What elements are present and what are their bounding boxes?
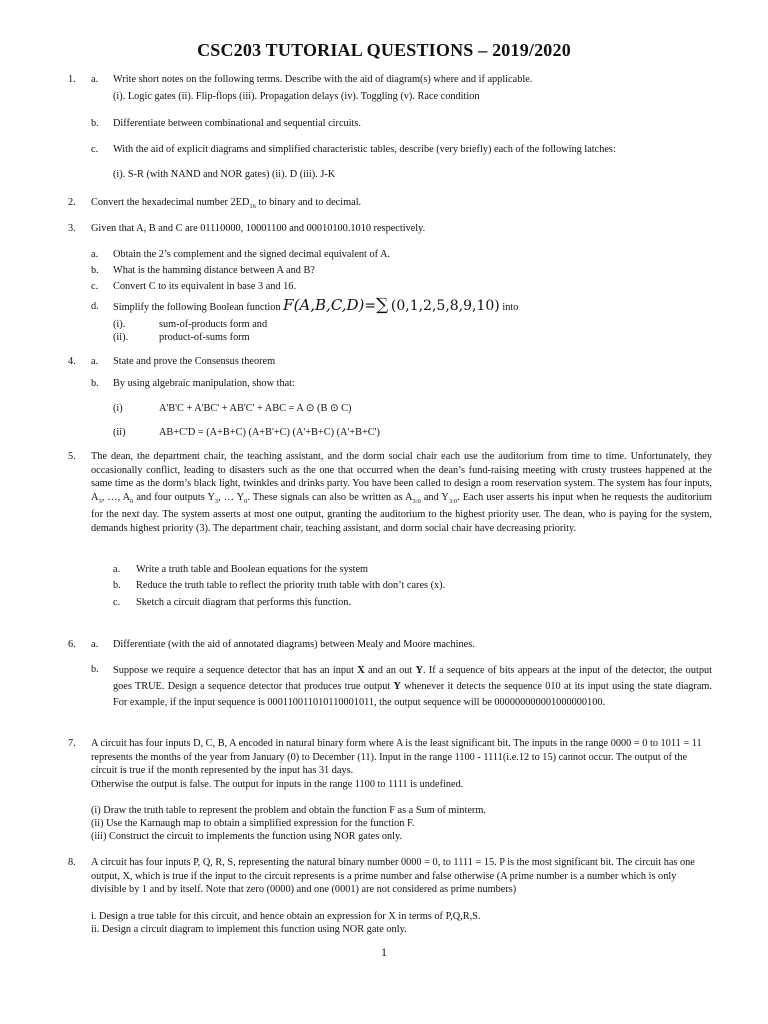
q3d-i-text: sum-of-products form and: [159, 319, 268, 330]
q3d-text: [113, 295, 713, 318]
q3d-equals: =: [364, 298, 377, 314]
q6b-part-3: . If a sequence of bits appears at the input of the detector, the output goes TRUE. Design a sequence detector that produces true output: [113, 665, 712, 692]
q8-item-ii: ii. Design a circuit diagram to implement this function using NOR gate only.: [91, 924, 407, 935]
q5-para-2: , …, A: [101, 491, 131, 503]
q5-para-1: The dean, the department chair, the teaching assistant, and the dorm social chair each use the auditorium from time to time. Unfortunately, they occasionally conflict, leading to disasters such as the one that occurred when the dean’s fund-raising meeting with crusty trustees happened at the same time as the dorm’s black light, twinkles and drinks party. You have been called to design a room reservation system. The system has four inputs, A: [91, 451, 712, 503]
q3d-label: d.: [91, 301, 99, 312]
q5b-text: Reduce the truth table to reflect the priority truth table with don’t cares (x).: [136, 580, 446, 591]
q4b-text: By using algebraic manipulation, show that:: [113, 378, 295, 389]
q7-item-i: (i) Draw the truth table to represent the problem and obtain the function F as a Sum of minterm.: [91, 805, 486, 816]
q8-item-i: i. Design a true table for this circuit, and hence obtain an expression for X in terms of P,Q,R,S.: [91, 911, 481, 922]
q3-number: 3.: [68, 223, 76, 234]
q4-number: 4.: [68, 356, 76, 367]
q8-paragraph: A circuit has four inputs P, Q, R, S, representing the natural binary number 0000 = 0, to 1111 = 15. P is the most significant bit. The circuit has one output, X, which is true if the input to the circuit represents is a prime number and false otherwise (A prime number is a number which is only divisible by 1 and by itself. Note that zero (0000) and one (0001) are not considered as prime numbers): [91, 857, 695, 895]
q6b-part-4: whenever it detects the sequence 010 at its input using the state diagram. For example, if the input sequence is 000110011010110001011, the output sequence will be 000000000001000000100.: [113, 681, 712, 708]
q3d-i-label: (i).: [113, 319, 126, 330]
q3-text: Given that A, B and C are 01110000, 10001100 and 00010100.1010 respectively.: [91, 223, 426, 234]
q2-text-before: Convert the hexadecimal number 2ED: [91, 197, 250, 208]
q1c-list: (i). S-R (with NAND and NOR gates) (ii). D (iii). J-K: [113, 169, 336, 180]
q1c-text: With the aid of explicit diagrams and simplified characteristic tables, describe (very briefly) each of the following latches:: [113, 144, 616, 155]
q3b-label: b.: [91, 265, 99, 276]
q5-sub-a3: 3: [98, 497, 102, 505]
q5-sub-a30: 3:0: [412, 497, 421, 505]
q5-sub-y30: 3:0: [448, 497, 458, 505]
q3c-label: c.: [91, 281, 99, 292]
q5-para-6: and Y: [420, 491, 449, 503]
q3d-text-lead: Simplify the following Boolean function: [113, 302, 281, 313]
q6b-text: [113, 663, 712, 711]
q6b-output-y2: Y: [393, 681, 401, 692]
q6b-part-2: and an out: [364, 665, 416, 676]
q5-number: 5.: [68, 451, 76, 462]
q3b-text: What is the hamming distance between A and B?: [113, 265, 315, 276]
q7-paragraph-2: Otherwise the output is false. The output for inputs in the range 1100 to 1111 is undefined.: [91, 779, 464, 790]
q7-item-iii: (iii) Construct the circuit to implements the function using NOR gates only.: [91, 831, 403, 842]
q3c-text: Convert C to its equivalent in base 3 and 16.: [113, 281, 297, 292]
q1a-list: (i). Logic gates (ii). Flip-flops (iii). Propagation delays (iv). Toggling (v). Race condition: [113, 91, 480, 102]
q5-sub-y3: 3: [214, 497, 219, 505]
q8-number: 8.: [68, 857, 76, 868]
q6-number: 6.: [68, 639, 76, 650]
q6b-part-1: Suppose we require a sequence detector that has an input: [113, 665, 358, 676]
q3a-label: a.: [91, 249, 99, 260]
q5-sub-a0: 0: [130, 497, 134, 505]
q6a-label: a.: [91, 639, 99, 650]
q5-para-3: and four outputs Y: [133, 491, 215, 503]
q2-subscript: 16: [249, 203, 256, 211]
q4-i-text: A'B'C + A'BC' + AB'C' + ABC = A ⊙ (B ⊙ C): [159, 403, 352, 414]
q1a-label: a.: [91, 74, 99, 85]
q3d-ii-text: product-of-sums form: [159, 332, 250, 343]
q5a-text: Write a truth table and Boolean equations for the system: [136, 564, 369, 575]
q1a-text: Write short notes on the following terms. Describe with the aid of diagram(s) where and if applicable.: [113, 74, 533, 85]
q4a-label: a.: [91, 356, 99, 367]
q5-sub-y0: 0: [244, 497, 248, 505]
q4b-label: b.: [91, 378, 99, 389]
q4-i-label: (i): [113, 403, 123, 414]
q3d-sigma: ∑: [376, 295, 389, 315]
q1b-text: Differentiate between combinational and sequential circuits.: [113, 118, 361, 129]
q5-para-5: . These signals can also be written as A: [247, 491, 413, 503]
q4-ii-text: AB+C'D = (A+B+C) (A+B'+C) (A'+B+C) (A'+B+C'): [159, 427, 380, 438]
q7-number: 7.: [68, 738, 76, 749]
q7-item-ii: (ii) Use the Karnaugh map to obtain a simplified expression for the function F.: [91, 818, 415, 829]
q5-paragraph: [91, 450, 712, 535]
q3d-terms: (0,1,2,5,8,9,10): [390, 298, 500, 314]
q6a-text: Differentiate (with the aid of annotated diagrams) between Mealy and Moore machines.: [113, 639, 475, 650]
q2-text: [91, 196, 711, 214]
q1b-label: b.: [91, 118, 99, 129]
q5b-label: b.: [113, 580, 121, 591]
q7-paragraph: A circuit has four inputs D, C, B, A encoded in natural binary form where A is the least significant bit. The inputs in the range 0000 = 0 to 1011 = 11 represents the months of the year from January (0) to December (11). Input in the range 1100 - 1111(i.e.12 to 15) cannot occur. The output of the circuit is true if the month represented by the input has 31 days.: [91, 738, 702, 776]
q3d-into: into: [499, 302, 519, 313]
q1c-label: c.: [91, 144, 99, 155]
q5a-label: a.: [113, 564, 121, 575]
q5-para-7: . Each user asserts his input when he requests the auditorium for the next day. The system asserts at most one output, granting the auditorium to the highest priority user. The dean, who is paying for the system, demands highest priority (3). The department chair, teaching assistant, and dorm social chair have decreasing priority.: [91, 491, 712, 534]
q4a-text: State and prove the Consensus theorem: [113, 356, 276, 367]
q5c-label: c.: [113, 597, 121, 608]
q5c-text: Sketch a circuit diagram that performs this function.: [136, 597, 352, 608]
q2-text-after: to binary and to decimal.: [255, 197, 362, 208]
q6b-output-y: Y: [415, 665, 424, 676]
q3a-text: Obtain the 2’s complement and the signed decimal equivalent of A.: [113, 249, 391, 260]
q6b-label: b.: [91, 664, 99, 675]
q6b-input-x: X: [357, 665, 365, 676]
q3d-ii-label: (ii).: [113, 332, 129, 343]
q2-number: 2.: [68, 197, 76, 208]
q4-ii-label: (ii): [113, 427, 126, 438]
q5-para-4: , … Y: [218, 491, 245, 503]
q3d-function: F(A,B,C,D): [283, 296, 365, 314]
q1-number: 1.: [68, 74, 76, 85]
page-title: CSC203 TUTORIAL QUESTIONS – 2019/2020: [197, 40, 571, 60]
page-number: 1: [381, 945, 387, 959]
